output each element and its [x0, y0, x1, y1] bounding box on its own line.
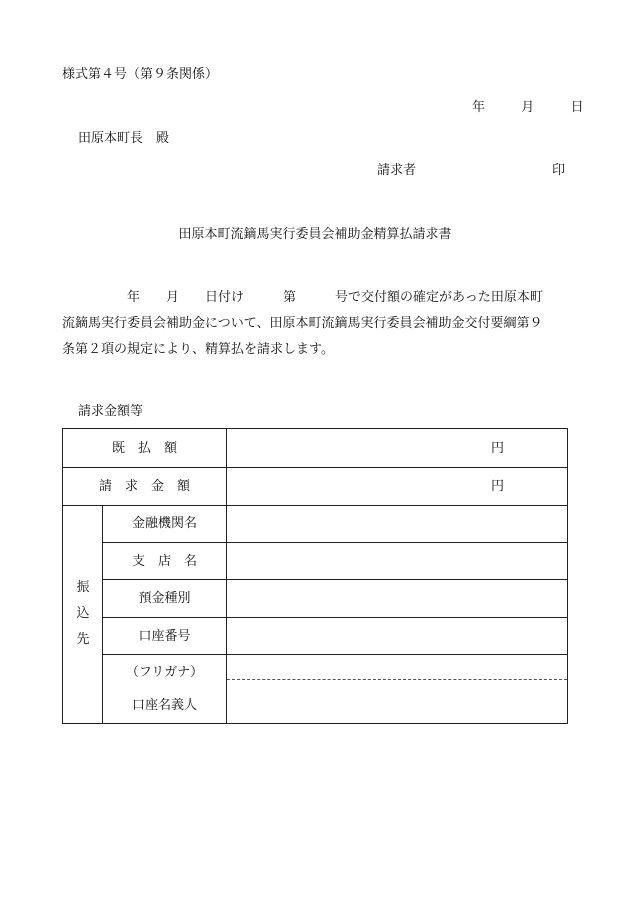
paid-amount-unit: 円	[491, 441, 505, 456]
body-paragraph	[62, 285, 568, 363]
document-title: 田原本町流鏑馬実行委員会補助金精算払請求書	[178, 227, 452, 242]
furigana-label: （フリガナ）	[125, 665, 204, 680]
body-line-3: 条第２項の規定により、精算払を請求します。	[62, 342, 334, 357]
row-divider	[63, 505, 567, 506]
transfer-char-2: 込	[76, 606, 90, 621]
account-holder-label: 口座名義人	[131, 698, 197, 713]
date-month: 月	[521, 100, 535, 115]
claim-amount-unit: 円	[491, 479, 505, 494]
row-divider	[103, 617, 567, 618]
bank-name-label: 金融機関名	[131, 516, 197, 531]
seal-label: 印	[552, 163, 566, 178]
date-year: 年	[472, 100, 486, 115]
date-line	[472, 101, 584, 114]
account-number-label: 口座番号	[138, 629, 191, 644]
row-divider	[63, 467, 567, 468]
deposit-type-label: 預金種別	[138, 591, 191, 606]
transfer-char-3: 先	[76, 632, 90, 647]
date-day: 日	[570, 100, 584, 115]
row-divider	[103, 542, 567, 543]
row-divider	[103, 579, 567, 580]
claim-table	[62, 428, 568, 724]
column-divider	[226, 429, 227, 723]
section-label: 請求金額等	[78, 404, 144, 419]
furigana-dotted-divider	[227, 679, 567, 680]
claim-amount-label: 請 求 金 額	[98, 479, 190, 494]
body-line-2: 流鏑馬実行委員会補助金について、田原本町流鏑馬実行委員会補助金交付要綱第９	[62, 316, 543, 331]
paid-amount-label: 既 払 額	[111, 441, 177, 456]
transfer-destination-label	[63, 575, 103, 653]
branch-name-label: 支 店 名	[131, 554, 197, 569]
row-divider	[103, 654, 567, 655]
addressee: 田原本町長 殿	[78, 131, 170, 146]
claimant-label: 請求者	[377, 163, 417, 178]
transfer-char-1: 振	[76, 580, 90, 595]
body-line-1: 年 月 日付け 第 号で交付額の確定があった田原本町	[62, 290, 543, 305]
form-number: 様式第４号（第９条関係）	[62, 67, 219, 82]
